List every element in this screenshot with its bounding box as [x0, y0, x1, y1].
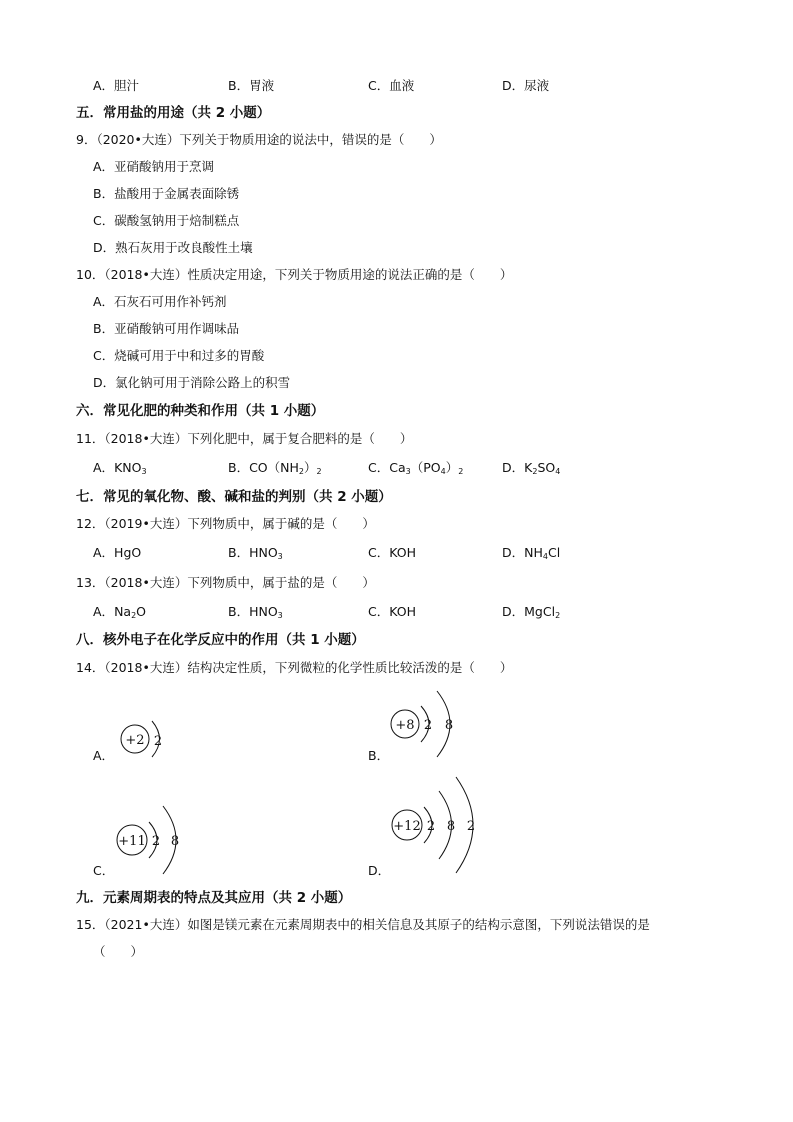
prev-option-b: B．胃液 [228, 78, 275, 93]
q14-option-a-label: A． [93, 748, 115, 763]
q12-option-b: B．$HNO_3$ [228, 545, 283, 561]
prev-option-d: D．尿液 [502, 78, 550, 93]
q9-option-a: A．亚硝酸钠用于烹调 [93, 159, 215, 174]
nucleus-charge: +2 [125, 733, 145, 748]
question-13-stem: 13．（2018•大连）下列物质中，属于盐的是（ ） [76, 575, 375, 590]
question-12-stem: 12．（2019•大连）下列物质中，属于碱的是（ ） [76, 516, 375, 531]
atom-diagram-a [115, 715, 175, 765]
q13-option-c: C．KOH [368, 604, 416, 619]
q13-option-b: B．$HNO_3$ [228, 604, 283, 620]
question-9-stem: 9．（2020•大连）下列关于物质用途的说法中，错误的是（ ） [76, 132, 442, 147]
section-heading-7: 七．常见的氧化物、酸、碱和盐的判别（共 2 小题） [76, 489, 392, 505]
q13-option-a: A．$Na_2O$ [93, 604, 147, 620]
q10-option-d: D．氯化钠可用于消除公路上的积雪 [93, 375, 291, 390]
nucleus-charge: +8 [395, 718, 415, 733]
q9-option-c: C．碳酸氢钠用于焙制糕点 [93, 213, 240, 228]
q12-option-a: A．HgO [93, 545, 142, 560]
prev-option-c: C．血液 [368, 78, 415, 93]
q14-option-b-label: B． [368, 748, 390, 763]
shell-electron-count: 8 [170, 834, 180, 849]
atom-diagram-b [385, 685, 465, 765]
q10-option-a: A．石灰石可用作补钙剂 [93, 294, 227, 309]
q11-option-c: C．$Ca_3(PO_4)_2$ [368, 460, 464, 476]
section-heading-9: 九．元素周期表的特点及其应用（共 2 小题） [76, 890, 352, 906]
q11-option-d: D．$K_2SO_4$ [502, 460, 561, 476]
q12-option-d: D．$NH_4Cl$ [502, 545, 561, 561]
section-heading-5: 五．常用盐的用途（共 2 小题） [76, 105, 271, 121]
question-10-stem: 10．（2018•大连）性质决定用途，下列关于物质用途的说法正确的是（ ） [76, 267, 513, 282]
question-15-stem: 15．（2021•大连）如图是镁元素在元素周期表中的相关信息及其原子的结构示意图，下列说法错误的是 [76, 917, 650, 932]
shell-electron-count: 8 [444, 718, 454, 733]
q11-option-a: A．$KNO_3$ [93, 460, 147, 476]
q13-option-d: D．MgCl$_2$ [502, 604, 561, 620]
shell-electron-count: 2 [151, 834, 161, 849]
question-15-answer-blank: （ ） [93, 944, 144, 959]
shell-electron-count: 2 [466, 819, 476, 834]
atom-diagram-c [115, 800, 195, 880]
question-14-stem: 14．（2018•大连）结构决定性质，下列微粒的化学性质比较活泼的是（ ） [76, 660, 513, 675]
q14-option-c-label: C． [93, 863, 115, 878]
shell-electron-count: 2 [426, 819, 436, 834]
question-11-stem: 11．（2018•大连）下列化肥中，属于复合肥料的是（ ） [76, 431, 413, 446]
nucleus-charge: +12 [393, 819, 421, 834]
q10-option-b: B．亚硝酸钠可用作调味品 [93, 321, 240, 336]
q12-option-c: C．KOH [368, 545, 416, 560]
section-heading-6: 六．常见化肥的种类和作用（共 1 小题） [76, 403, 325, 419]
q9-option-d: D．熟石灰用于改良酸性土壤 [93, 240, 253, 255]
atom-diagram-d [390, 775, 485, 875]
shell-electron-count: 2 [153, 734, 163, 749]
q14-option-d-label: D． [368, 863, 391, 878]
q10-option-c: C．烧碱可用于中和过多的胃酸 [93, 348, 265, 363]
q9-option-b: B．盐酸用于金属表面除锈 [93, 186, 240, 201]
q11-option-b: B．$CO(NH_2)_2$ [228, 460, 322, 476]
shell-electron-count: 8 [446, 819, 456, 834]
nucleus-charge: +11 [118, 834, 146, 849]
prev-option-a: A．胆汁 [93, 78, 140, 93]
section-heading-8: 八．核外电子在化学反应中的作用（共 1 小题） [76, 632, 365, 648]
shell-electron-count: 2 [423, 718, 433, 733]
